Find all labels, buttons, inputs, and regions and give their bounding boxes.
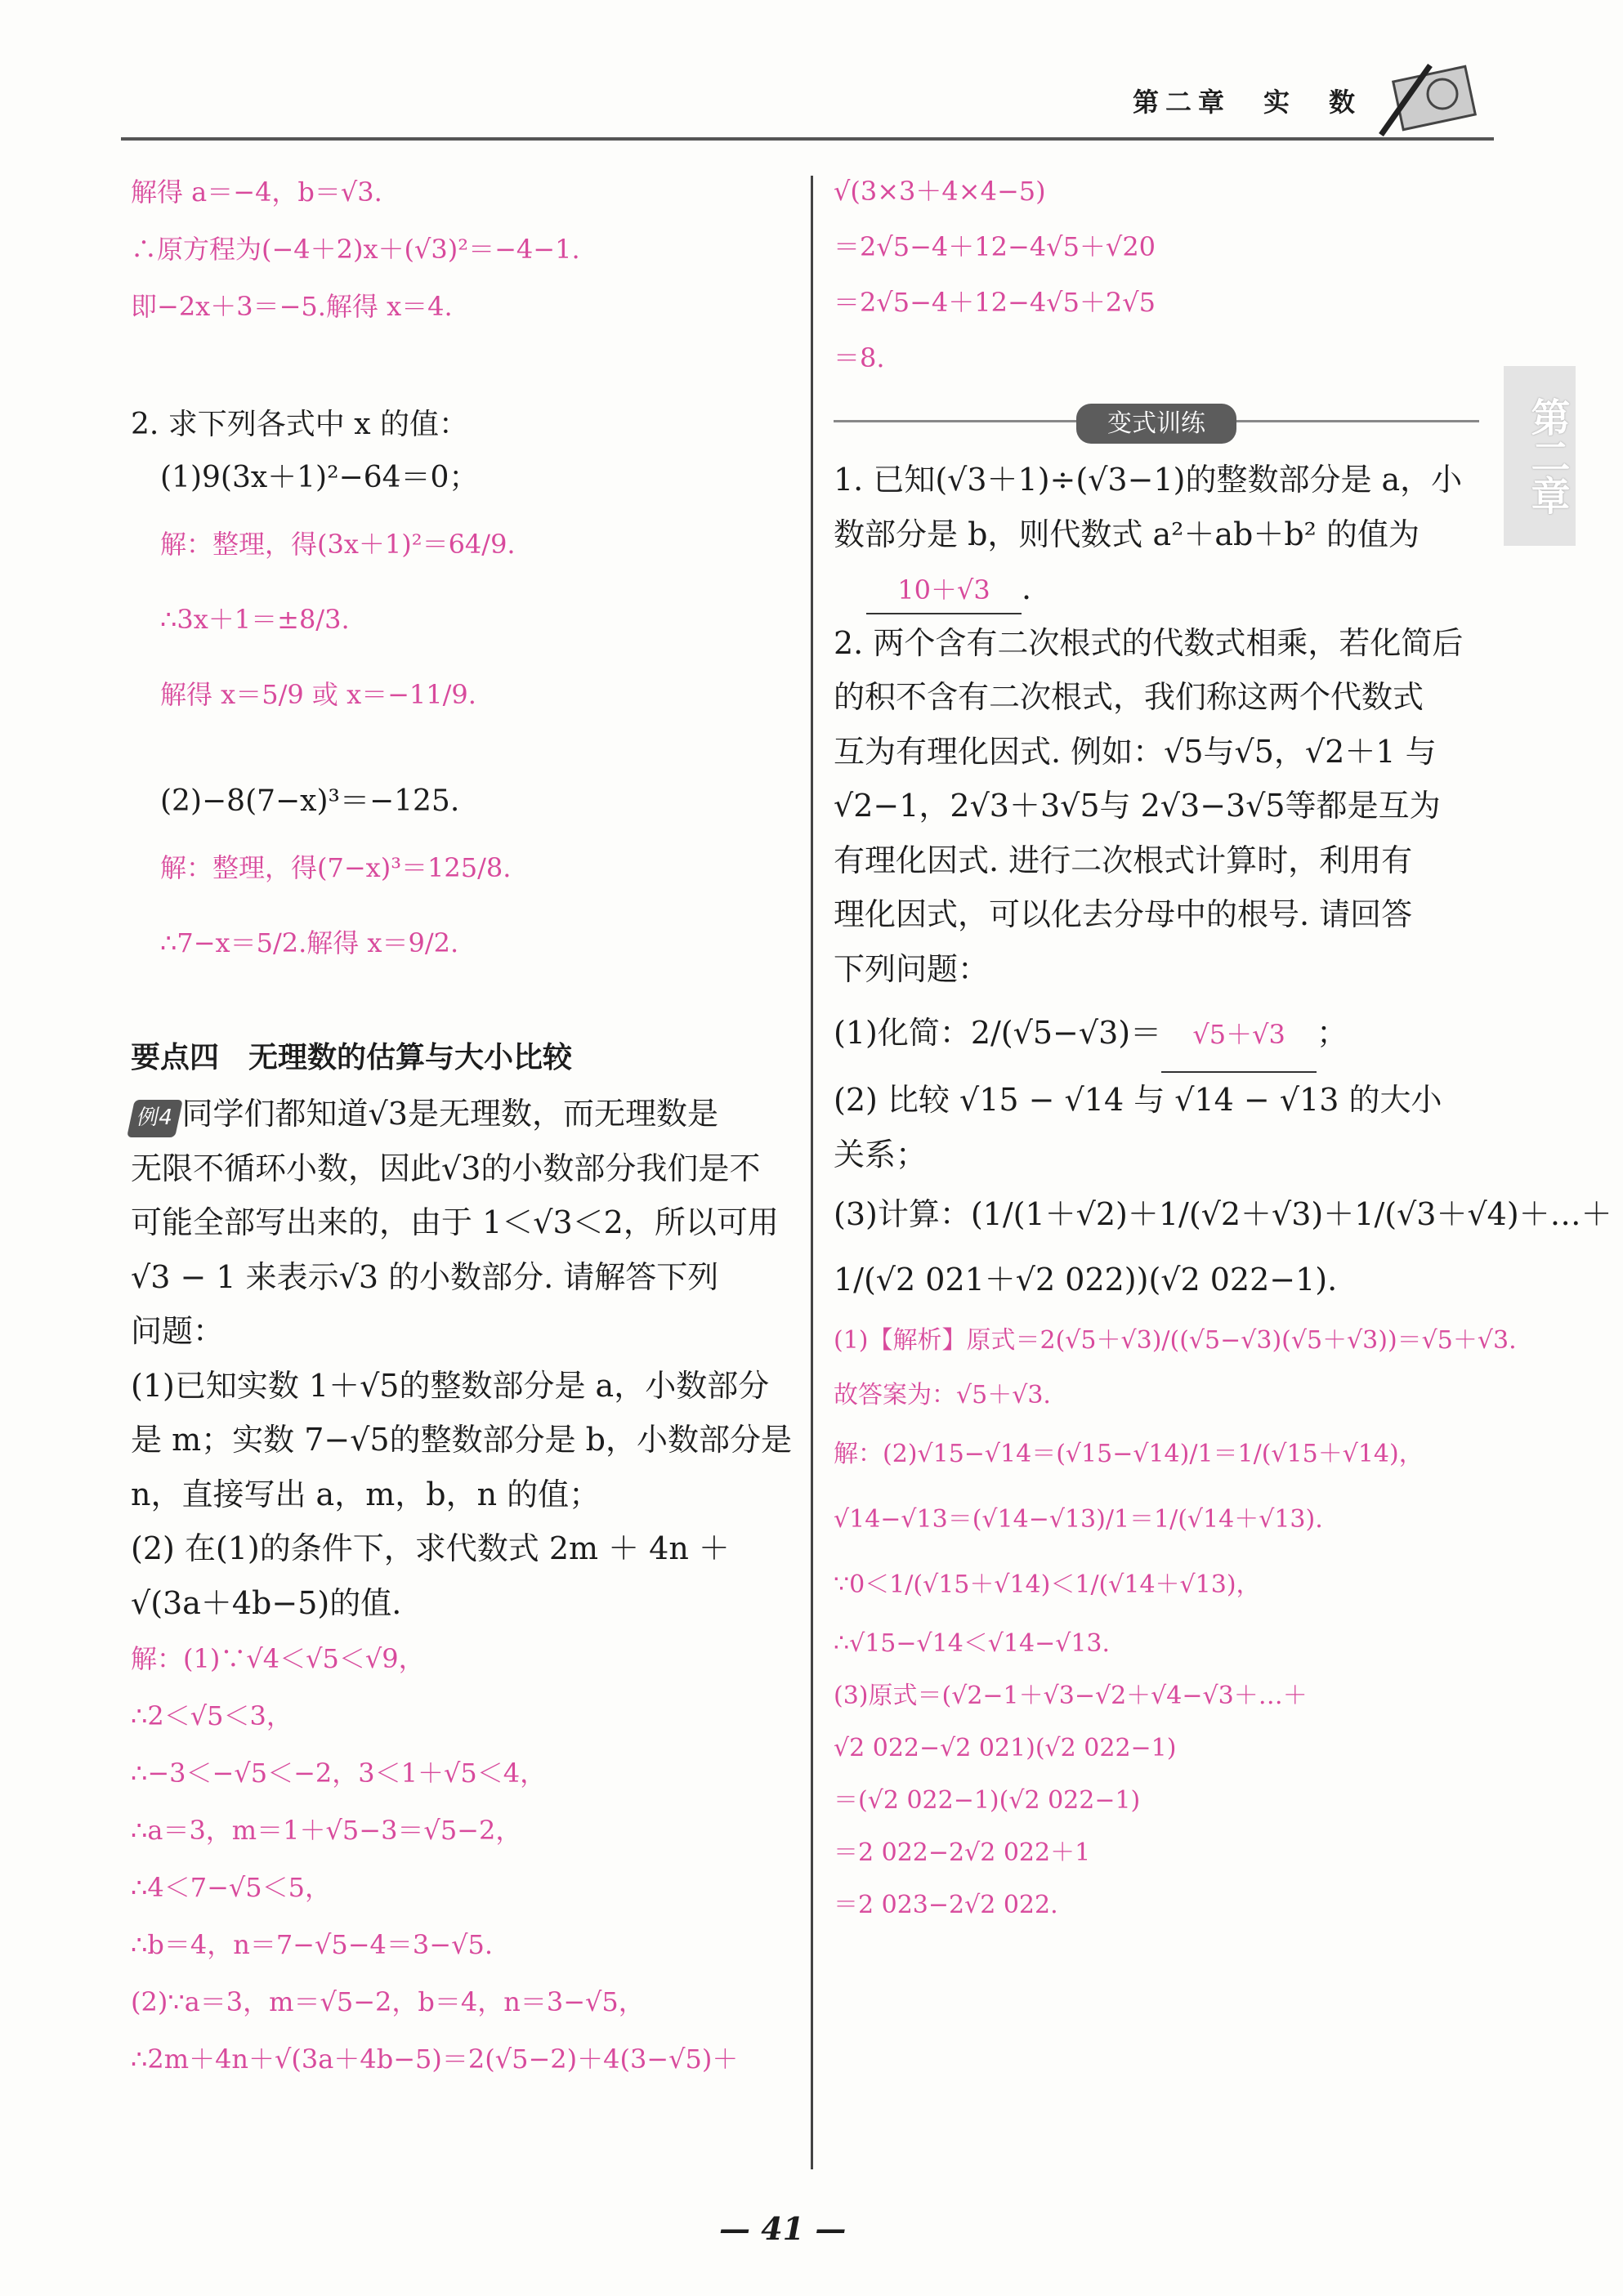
variant-training-banner (834, 404, 1479, 440)
question-line: √2−1，2√3＋3√5与 2√3−3√5等都是互为 (834, 788, 1441, 824)
banner-label: 变式训练 (1076, 404, 1236, 444)
question-line: 的积不含有二次根式，我们称这两个代数式 (834, 679, 1424, 715)
solution-line: ∴7−x＝5/2.解得 x＝9/2. (160, 927, 459, 958)
solution-line: (1)【解析】原式＝2(√5＋√3)/((√5−√3)(√5＋√3))＝√5＋√3. (834, 1326, 1517, 1355)
solution-line: 故答案为：√5＋√3. (834, 1381, 1051, 1409)
answer-line: ∴原方程为(−4＋2)x＋(√3)²＝−4−1. (131, 234, 580, 265)
solution-line: ＝2 022−2√2 022＋1 (834, 1838, 1091, 1867)
solution-line: 解：整理，得(7−x)³＝125/8. (160, 852, 512, 883)
question-line: 1/(√2 021＋√2 022))(√2 022−1). (834, 1262, 1338, 1298)
solution-line: ∴a＝3，m＝1＋√5−3＝√5−2， (131, 1815, 522, 1846)
column-divider (811, 176, 813, 2169)
continued-solution (834, 163, 1479, 386)
question-line: 2. 两个含有二次根式的代数式相乘，若化简后 (834, 624, 1464, 661)
example-line: 可能全部写出来的，由于 1＜√3＜2，所以可用 (131, 1204, 779, 1240)
part-1-prompt: (1)化简：2/(√5−√3)＝ (834, 1015, 1162, 1051)
example-line: 是 m；实数 7−√5的整数部分是 b，小数部分是 (131, 1422, 793, 1458)
solution-line: 解：(2)√15−√14＝(√15−√14)/1＝1/(√15＋√14)， (834, 1440, 1424, 1468)
solution-line: 解：整理，得(3x＋1)²＝64/9. (160, 529, 516, 560)
q2-part1-solution (131, 507, 801, 732)
question-2-part-2: (2)−8(7−x)³＝−125. (160, 784, 460, 818)
answer-line: 解得 a＝−4，b＝√3. (131, 176, 382, 208)
variant-question-1: 1. 已知(√3＋1)÷(√3−1)的整数部分是 a，小 数部分是 b，则代数式 a²＋ab＋b² 的值为 10＋√3 . (834, 453, 1479, 616)
answer-blank: √5＋√3 (1161, 998, 1317, 1073)
solution-line: ＝2 023−2√2 022. (834, 1891, 1058, 1919)
example-line: √(3a＋4b−5)的值. (131, 1584, 402, 1621)
example-4-text (131, 1087, 801, 1630)
question-line: (2) 比较 √15 − √14 与 √14 − √13 的大小 (834, 1082, 1442, 1118)
question-line: (3)计算：(1/(1＋√2)＋1/(√2＋√3)＋1/(√3＋√4)＋…＋ (834, 1196, 1612, 1232)
question-line: 下列问题： (834, 950, 990, 987)
solution-line: (3)原式＝(√2−1＋√3−√2＋√4−√3＋…＋ (834, 1682, 1308, 1710)
solution-line: 解得 x＝5/9 或 x＝−11/9. (160, 679, 476, 710)
solution-line: √14−√13＝(√14−√13)/1＝1/(√14＋√13). (834, 1505, 1323, 1534)
solution-line: ∴4＜7−√5＜5， (131, 1872, 332, 1903)
question-2-stem: 2. 求下列各式中 x 的值： (131, 408, 468, 441)
answer-line: 即−2x＋3＝−5.解得 x＝4. (131, 291, 453, 322)
example-line: (2) 在(1)的条件下，求代数式 2m ＋ 4n ＋ (131, 1530, 730, 1566)
solution-line: 解：(1)∵√4＜√5＜√9， (131, 1643, 425, 1674)
solution-line: ∴2＜√5＜3， (131, 1700, 293, 1731)
chapter-side-tab: 第二章 (1504, 366, 1576, 546)
left-column (131, 163, 801, 2088)
question-line: 数部分是 b，则代数式 a²＋ab＋b² 的值为 (834, 516, 1420, 552)
section-heading: 要点四 无理数的估算与大小比较 (131, 1041, 573, 1074)
compass-ruler-icon (1373, 57, 1479, 139)
example-4-solution (131, 1630, 801, 2088)
example-line: √3 − 1 来表示√3 的小数部分. 请解答下列 (131, 1258, 719, 1295)
variant-question-2: 2. 两个含有二次根式的代数式相乘，若化简后 的积不含有二次根式，我们称这两个代数式 互为有理化因式. 例如：√5与√5，√2＋1 与 √2−1，2√3＋3√5与 2√3−3√5等都是互为 有理化因式. 进行二次根式计算时，利用有 理化因式，可以化去分母中的根号. 请回答 下列问题： (1)化简：2/(√5−√3)＝ √5＋√3 ； (2) 比较 √15 − √14 与 √14 − √13 的大小 关系； (3)计算：(1/(1＋√2)＋1/(√2＋√3)＋1/(√3＋√4)＋…＋ 1/(√2 021＋√2 022))(√2 022−1). (834, 616, 1479, 1313)
solution-line: ＝8. (834, 342, 885, 373)
page-number: — 41 — (719, 2210, 847, 2247)
solution-line: ＝(√2 022−1)(√2 022−1) (834, 1786, 1141, 1815)
answer-blank: 10＋√3 (866, 567, 1022, 614)
solution-line: ∴√15−√14＜√14−√13. (834, 1629, 1111, 1658)
solution-line: ＝2√5−4＋12−4√5＋√20 (834, 231, 1156, 262)
question-2-part-1: (1)9(3x＋1)²−64＝0； (160, 461, 479, 494)
variant-2-solution (834, 1312, 1517, 1932)
example-line: (1)已知实数 1＋√5的整数部分是 a，小数部分 (131, 1367, 770, 1404)
example-line: 无限不循环小数，因此√3的小数部分我们是不 (131, 1150, 761, 1186)
chapter-title: 第二章 实 数 (1132, 87, 1361, 118)
solution-line: √(3×3＋4×4−5) (834, 176, 1046, 207)
question-line: 1. 已知(√3＋1)÷(√3−1)的整数部分是 a，小 (834, 462, 1463, 498)
solution-line: ∴−3＜−√5＜−2，3＜1＋√5＜4， (131, 1758, 547, 1789)
solution-line: (2)∵a＝3，m＝√5−2，b＝4，n＝3−√5， (131, 1986, 645, 2017)
solution-line: ∴3x＋1＝±8/3. (160, 604, 350, 635)
header-rule (121, 137, 1494, 141)
example-line: 同学们都知道√3是无理数，而无理数是 (181, 1096, 718, 1132)
q2-part2-solution (131, 830, 801, 980)
question-line: 关系； (834, 1136, 928, 1173)
solution-line: ∴b＝4，n＝7−√5−4＝3−√5. (131, 1929, 494, 1960)
example-line: 问题： (131, 1313, 225, 1349)
question-line: 互为有理化因式. 例如：√5与√5，√2＋1 与 (834, 733, 1437, 770)
question-line: 理化因式，可以化去分母中的根号. 请回答 (834, 896, 1413, 932)
solution-line: √2 022−√2 021)(√2 022−1) (834, 1734, 1177, 1762)
example-line: n，直接写出 a，m，b，n 的值； (131, 1476, 601, 1512)
solution-line: ∵0＜1/(√15＋√14)＜1/(√14＋√13)， (834, 1570, 1261, 1599)
solution-line: ＝2√5−4＋12−4√5＋2√5 (834, 287, 1156, 318)
top-answer-block (131, 163, 801, 335)
question-line: 有理化因式. 进行二次根式计算时，利用有 (834, 842, 1413, 878)
example-tag: 例4 (127, 1100, 182, 1137)
solution-line: ∴2m＋4n＋√(3a＋4b−5)＝2(√5−2)＋4(3−√5)＋ (131, 2044, 739, 2075)
